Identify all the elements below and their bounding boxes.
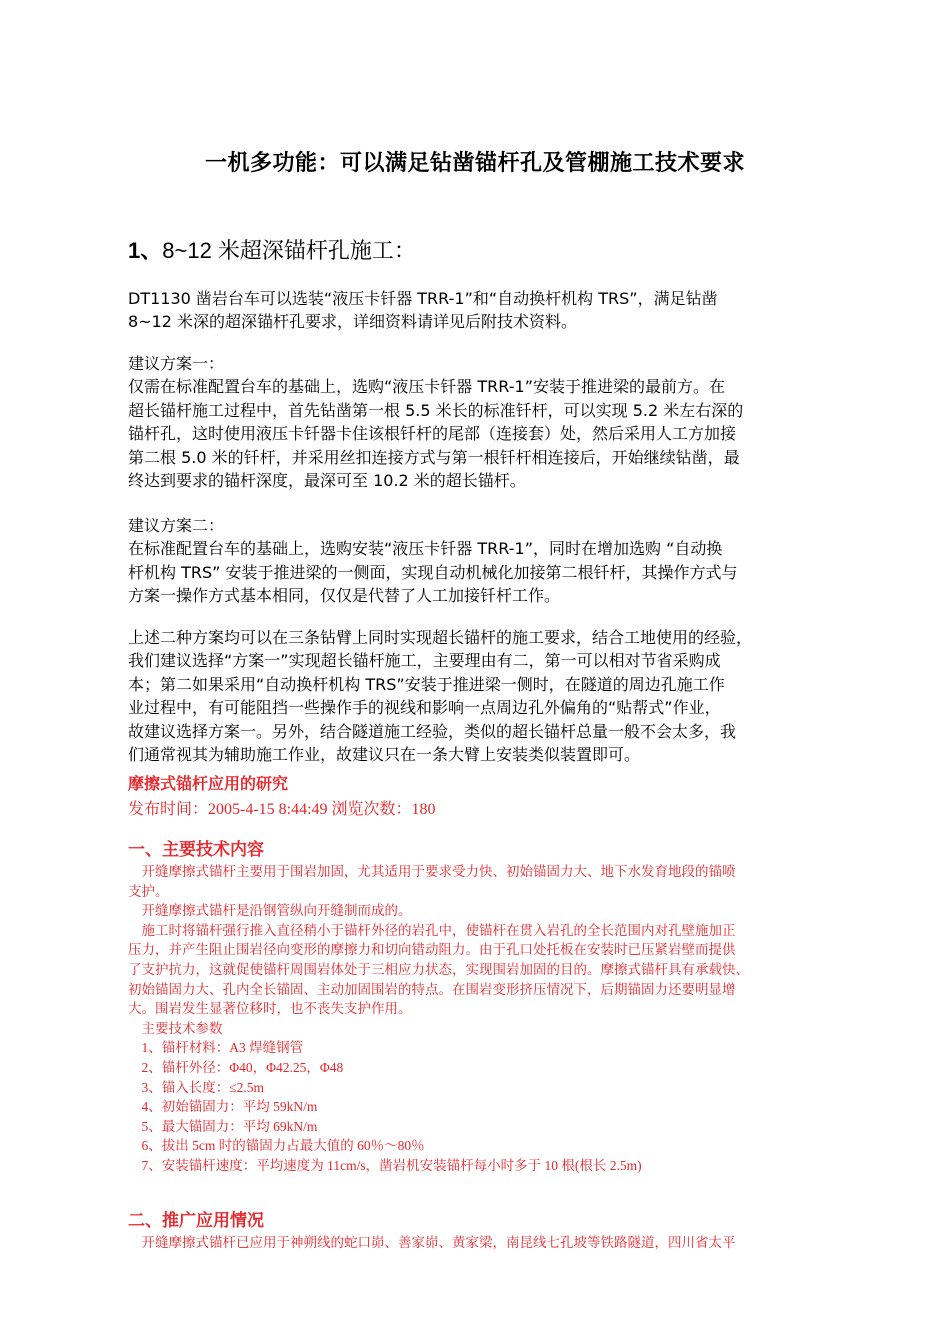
article-meta: 发布时间：2005-4-15 8:44:49 浏览次数：180 (128, 801, 436, 818)
summary-paragraph (128, 626, 863, 766)
intro-paragraph (128, 287, 863, 334)
text-line: 1、锚杆材料：A3 焊缝钢管 (128, 1040, 304, 1056)
section-number: 1、 (128, 238, 163, 263)
text-line: 第二根 5.0 米的钎杆，并采用丝扣连接方式与第一根钎杆相连接后，开始继续钻凿，最 (128, 447, 740, 467)
text-line: 方案一操作方式基本相同，仅仅是代替了人工加接钎杆工作。 (128, 586, 561, 606)
article-section-one (128, 835, 863, 1176)
text-line: 了支护抗力，这就促使锚杆周围岩体处于三相应力状态，实现围岩加固的目的。摩擦式锚杆具有承载快、 (128, 961, 749, 977)
plan-label: 建议方案二： (128, 516, 225, 535)
text-line: 业过程中，有可能阻挡一些操作手的视线和影响一点周边孔外偏角的“贴帮式”作业， (128, 698, 721, 718)
article-body (128, 862, 863, 1176)
text-line: 主要技术参数 (128, 1020, 223, 1036)
plan-label: 建议方案一： (128, 354, 225, 373)
text-line: 6、拔出 5cm 时的锚固力占最大值的 60％～80％ (128, 1138, 425, 1154)
text-line: 支护。 (128, 883, 169, 899)
text-line: 杆机构 TRS” 安装于推进梁的一侧面，实现自动机械化加接第二根钎杆，其操作方式与 (128, 562, 738, 582)
plan-two-paragraph (128, 514, 863, 608)
text-line: 终达到要求的锚杆深度，最深可至 10.2 米的超长锚杆。 (128, 471, 526, 491)
text-line: 施工时将锚杆强行推入直径稍小于锚杆外径的岩孔中，使锚杆在贯入岩孔的全长范围内对孔壁施加正 (128, 922, 736, 938)
text-line: 开缝摩擦式锚杆已应用于神朔线的蛇口峁、善家峁、黄家梁，南昆线七孔坡等铁路隧道，四川省太平 (128, 1235, 736, 1250)
document-title: 一机多功能：可以满足钻凿锚杆孔及管棚施工技术要求 (204, 151, 745, 176)
text-line: 2、锚杆外径：Φ40，Φ42.25，Φ48 (128, 1059, 344, 1075)
text-line: DT1130 凿岩台车可以选装“液压卡钎器 TRR-1”和“自动换杆机构 TRS”，满足钻凿 (128, 289, 718, 308)
text-line: 压力，并产生阻止围岩径向变形的摩擦力和切向错动阻力。由于孔口处托板在安装时已压紧岩壁而提供 (128, 942, 736, 958)
text-line: 仅需在标准配置台车的基础上，选购“液压卡钎器 TRR-1”安装于推进梁的最前方。在 (128, 377, 725, 397)
text-line: 初始锚固力大、孔内全长锚固、主动加固围岩的特点。在围岩变形挤压情况下，后期锚固力还要明显增 (128, 981, 736, 997)
text-line: 本；第二如果采用“自动换杆机构 TRS”安装于推进梁一侧时，在隧道的周边孔施工作 (128, 674, 725, 694)
text-line: 故建议选择方案一。另外，结合隧道施工经验，类似的超长锚杆总量一般不会太多，我 (128, 721, 737, 741)
text-line: 8~12 米深的超深锚杆孔要求，详细资料请详见后附技术资料。 (128, 312, 578, 332)
text-line: 5、最大锚固力：平均 69kN/m (128, 1118, 318, 1134)
article-heading: 二、推广应用情况 (128, 1211, 264, 1231)
text-line: 3、锚入长度：≤2.5m (128, 1079, 265, 1095)
section-heading (128, 234, 416, 265)
text-line: 上述二种方案均可以在三条钻臂上同时实现超长锚杆的施工要求，结合工地使用的经验， (128, 628, 753, 647)
text-line: 4、初始锚固力：平均 59kN/m (128, 1099, 318, 1115)
text-line: 我们建议选择“方案一”实现超长锚杆施工，主要理由有二，第一可以相对节省采购成 (128, 651, 721, 671)
text-line: 超长锚杆施工过程中，首先钻凿第一根 5.5 米长的标准钎杆，可以实现 5.2 米左右深的 (128, 400, 744, 420)
text-line: 7、安装锚杆速度：平均速度为 11cm/s，凿岩机安装锚杆每小时多于 10 根(根长 2.5m) (128, 1157, 642, 1173)
article-body (128, 1233, 863, 1253)
text-line: 开缝摩擦式锚杆主要用于围岩加固，尤其适用于要求受力快、初始锚固力大、地下水发育地段的锚喷 (128, 864, 736, 879)
plan-one-paragraph (128, 352, 863, 492)
article-heading: 一、主要技术内容 (128, 840, 264, 860)
section-heading-text: 8~12 米超深锚杆孔施工： (162, 238, 416, 263)
text-line: 们通常视其为辅助施工作业，故建议只在一条大臂上安装类似装置即可。 (128, 745, 641, 765)
text-line: 开缝摩擦式锚杆是沿钢管纵向开缝制而成的。 (128, 903, 412, 919)
text-line: 在标准配置台车的基础上，选购安装“液压卡钎器 TRR-1”，同时在增加选购 “自动换 (128, 539, 723, 559)
article-title: 摩擦式锚杆应用的研究 (128, 776, 289, 793)
article-header (128, 771, 863, 819)
text-line: 大。围岩发生显著位移时，也不丧失支护作用。 (128, 1001, 412, 1017)
text-line: 锚杆孔，这时使用液压卡钎器卡住该根钎杆的尾部（连接套）处，然后采用人工方加接 (128, 424, 737, 444)
article-section-two (128, 1206, 863, 1253)
